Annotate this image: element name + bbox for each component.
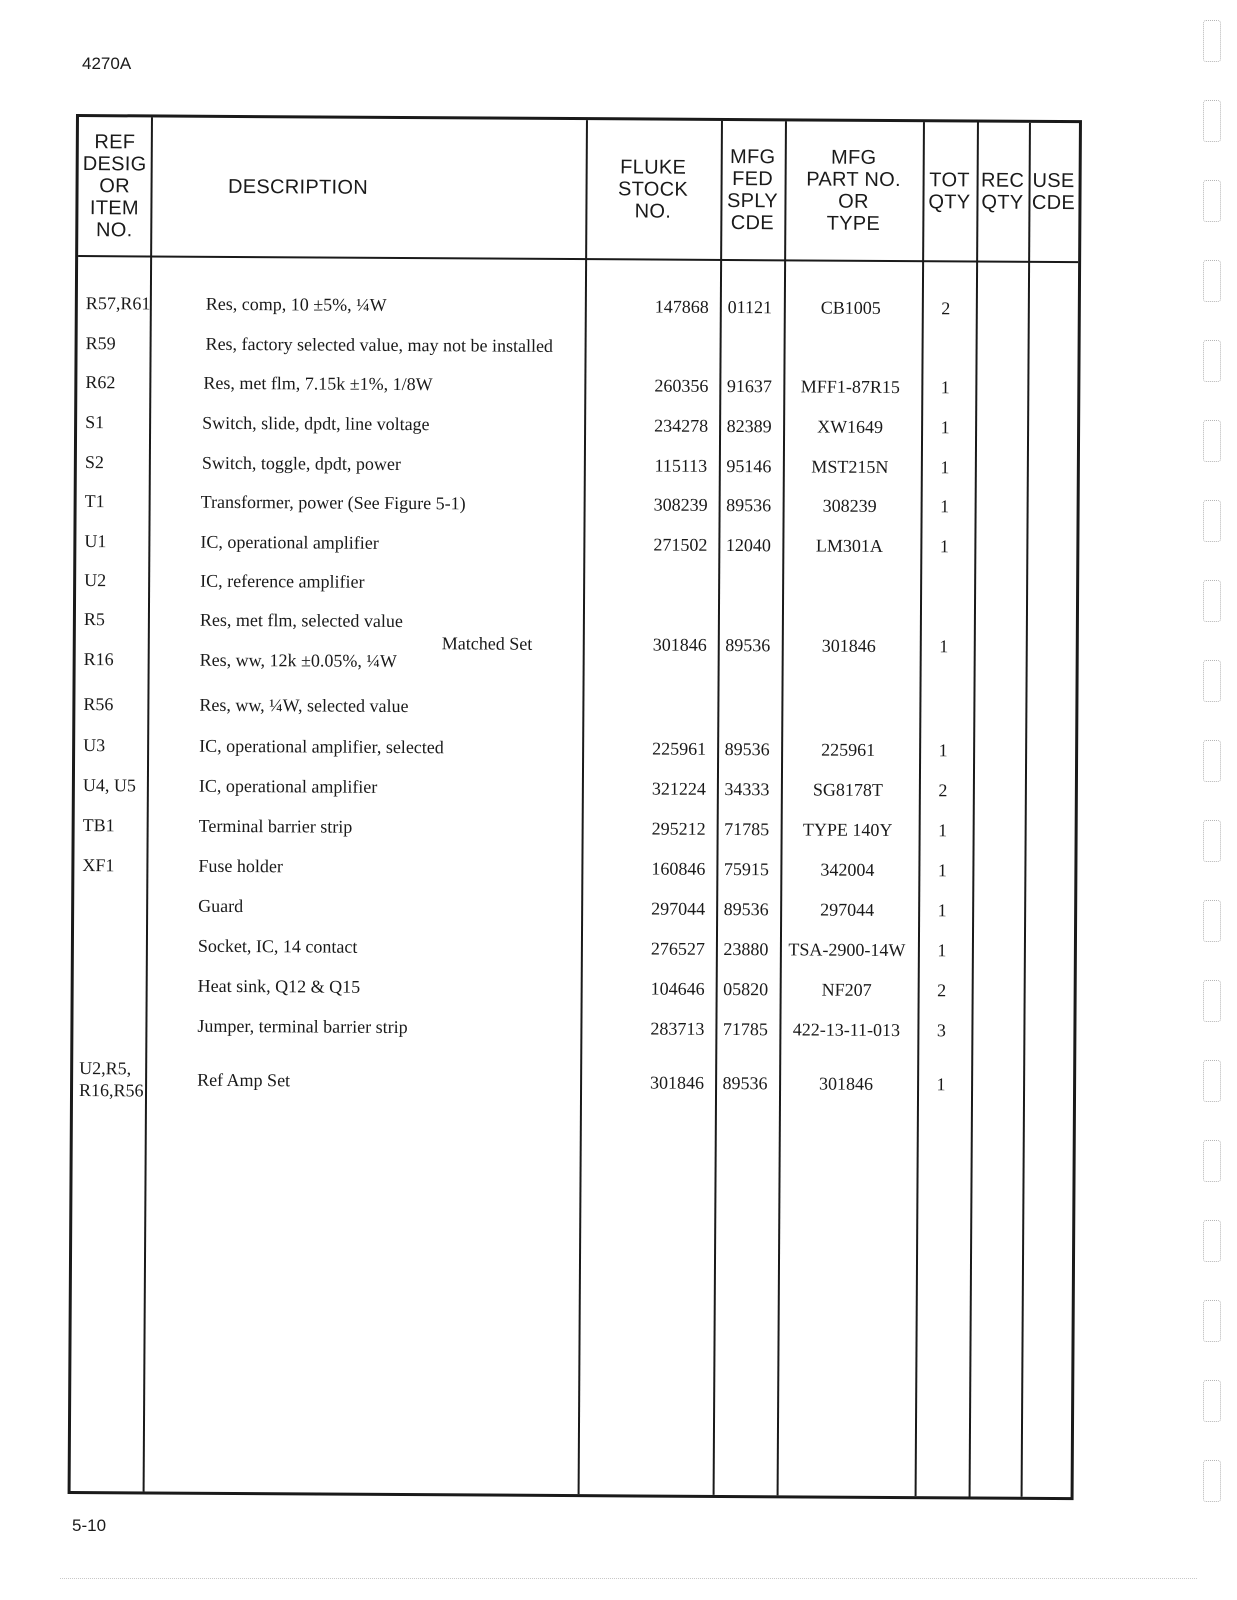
stock-cell: 321224 [651, 778, 706, 799]
description-cell: Res, comp, 10 ±5%, ¼W [205, 293, 387, 315]
stock-cell: 115113 [654, 455, 708, 476]
document-code: 4270A [82, 54, 132, 73]
table-row [77, 412, 1077, 452]
description-cell: IC, operational amplifier [198, 775, 378, 797]
part-no-cell: TSA-2900-14W [788, 939, 906, 961]
description-cell: Heat sink, Q12 & Q15 [197, 975, 361, 997]
tot-qty-cell: 1 [936, 1074, 946, 1095]
fed-code-cell: 23880 [723, 938, 769, 960]
table-row [73, 1069, 1073, 1109]
header-ref-desig: REF DESIG OR ITEM NO. [82, 131, 147, 242]
stock-cell: 308239 [653, 494, 708, 515]
fed-code-cell: 01121 [727, 296, 773, 318]
fed-code-cell: 12040 [725, 534, 771, 556]
part-no-cell: TYPE 140Y [802, 819, 893, 841]
table-row [77, 452, 1077, 492]
stock-cell: 295212 [651, 818, 706, 839]
tot-qty-cell: 1 [940, 377, 950, 398]
part-no-cell: 342004 [820, 859, 875, 880]
stock-cell: 271502 [653, 534, 708, 555]
tot-qty-cell: 1 [938, 820, 948, 841]
fed-code-cell: 71785 [724, 818, 770, 840]
stock-cell: 297044 [651, 898, 706, 919]
part-no-cell: CB1005 [820, 297, 881, 318]
ref-cell: U2,R5, R16,R56 [78, 1058, 144, 1101]
ref-cell: TB1 [82, 815, 115, 836]
fed-code-cell: 34333 [724, 778, 770, 800]
description-cell: Res, factory selected value, may not be installed [205, 333, 554, 356]
tot-qty-cell: 1 [937, 940, 947, 961]
ref-cell: U3 [83, 735, 106, 756]
part-no-cell: 225961 [821, 739, 876, 760]
table-row [74, 935, 1074, 975]
description-cell: Ref Amp Set [197, 1069, 291, 1091]
tot-qty-cell: 1 [940, 496, 950, 517]
description-cell: Res, met flm, selected value [199, 609, 403, 632]
part-no-cell: 422-13-11-013 [792, 1019, 901, 1041]
ref-cell: T1 [84, 491, 105, 512]
part-no-cell: SG8178T [812, 779, 883, 800]
ref-cell: XF1 [82, 855, 115, 876]
header-mfg-part-no: MFG PART NO. OR TYPE [806, 146, 902, 235]
stock-cell: 260356 [654, 375, 709, 396]
stock-cell: 301846 [652, 634, 707, 655]
part-no-cell: 301846 [821, 635, 876, 656]
header-mfg-fed-sply: MFG FED SPLY CDE [726, 145, 778, 235]
ref-cell: R57,R61 [85, 293, 151, 314]
description-cell: IC, reference amplifier [200, 570, 365, 592]
fed-code-cell: 05820 [723, 978, 769, 1000]
table-row [74, 895, 1074, 935]
stock-cell: 234278 [654, 415, 709, 436]
header-use-cde: USE CDE [1031, 169, 1076, 215]
scan-edge-dots [60, 1578, 1197, 1579]
table-row [76, 491, 1076, 531]
page-number: 5-10 [72, 1516, 107, 1535]
header-fluke-stock: FLUKE STOCK NO. [617, 156, 689, 223]
part-no-cell: 308239 [822, 495, 877, 516]
fed-code-cell: 91637 [726, 375, 772, 397]
fed-code-cell: 89536 [724, 738, 770, 760]
parts-list-table [68, 114, 1082, 1500]
table-row [75, 694, 1075, 734]
tot-qty-cell: 1 [939, 536, 949, 557]
stock-cell: 283713 [650, 1018, 705, 1039]
description-cell: Res, met flm, 7.15k ±1%, 1/8W [203, 372, 433, 395]
description-cell: Socket, IC, 14 contact [197, 935, 358, 957]
table-row [75, 815, 1075, 855]
stock-cell: 147868 [654, 296, 709, 317]
description-cell: Terminal barrier strip [198, 815, 353, 837]
description-cell: Res, ww, ¼W, selected value [199, 694, 409, 717]
tot-qty-cell: 2 [938, 780, 948, 801]
description-cell: Switch, slide, dpdt, line voltage [202, 412, 430, 435]
header-tot-qty: TOT QTY [928, 169, 971, 214]
tot-qty-cell: 1 [938, 740, 948, 761]
part-no-cell: XW1649 [817, 416, 884, 437]
description-cell: Jumper, terminal barrier strip [197, 1015, 408, 1038]
stock-cell: 225961 [652, 738, 707, 759]
ref-cell: U4, U5 [82, 775, 136, 796]
ref-cell: S2 [84, 452, 104, 473]
fed-code-cell: 71785 [722, 1018, 768, 1040]
description-cell: IC, operational amplifier, selected [199, 735, 444, 758]
fed-code-cell: 89536 [725, 634, 771, 656]
fed-code-cell: 82389 [726, 415, 772, 437]
tot-qty-cell: 3 [936, 1020, 946, 1041]
matched-set-label: Matched Set [441, 633, 533, 654]
description-cell: Res, ww, 12k ±0.05%, ¼W [199, 649, 397, 671]
stock-cell: 160846 [651, 858, 706, 879]
tot-qty-cell: 2 [937, 980, 947, 1001]
tot-qty-cell: 1 [940, 457, 950, 478]
header-description: DESCRIPTION [227, 175, 369, 199]
ref-cell: R62 [85, 372, 116, 393]
part-no-cell: 297044 [820, 899, 875, 920]
tot-qty-cell: 1 [937, 900, 947, 921]
ref-cell: R59 [85, 333, 116, 354]
table-row [74, 855, 1074, 895]
ref-cell: U1 [84, 531, 107, 552]
table-row [77, 372, 1077, 412]
part-no-cell: LM301A [815, 535, 883, 556]
table-row [76, 570, 1076, 610]
tot-qty-cell: 1 [940, 417, 950, 438]
description-cell: Switch, toggle, dpdt, power [201, 452, 401, 474]
ref-cell: R56 [83, 694, 114, 715]
tot-qty-cell: 1 [937, 860, 947, 881]
part-no-cell: MFF1-87R15 [800, 376, 900, 398]
stock-cell: 301846 [650, 1072, 705, 1093]
fed-code-cell: 89536 [723, 898, 769, 920]
stock-cell: 104646 [650, 978, 705, 999]
description-cell: Fuse holder [198, 855, 283, 877]
table-row [75, 735, 1075, 775]
header-rec-qty: REC QTY [980, 169, 1025, 214]
fed-code-cell: 95146 [726, 455, 772, 477]
fed-code-cell: 89536 [722, 1072, 768, 1094]
description-cell: Transformer, power (See Figure 5-1) [200, 491, 466, 514]
fed-code-cell: 89536 [726, 494, 772, 516]
ref-cell: S1 [85, 412, 105, 433]
stock-cell: 276527 [650, 938, 705, 959]
table-row [78, 293, 1078, 333]
description-cell: IC, operational amplifier [200, 531, 379, 553]
table-row [73, 1015, 1073, 1055]
table-row [74, 975, 1074, 1015]
table-row [77, 333, 1077, 373]
ref-cell: R5 [83, 609, 105, 630]
description-cell: Guard [198, 895, 244, 917]
part-no-cell: MST215N [811, 456, 889, 477]
ref-cell: R16 [83, 649, 114, 670]
fed-code-cell: 75915 [723, 858, 769, 880]
tot-qty-cell: 1 [939, 636, 949, 657]
part-no-cell: 301846 [819, 1073, 874, 1094]
table-row [75, 775, 1075, 815]
table-row [76, 531, 1076, 571]
ref-cell: U2 [84, 570, 107, 591]
binding-edge-marks [1203, 20, 1227, 1540]
part-no-cell: NF207 [821, 979, 872, 1000]
matched-set-row [76, 631, 1076, 671]
tot-qty-cell: 2 [941, 298, 951, 319]
